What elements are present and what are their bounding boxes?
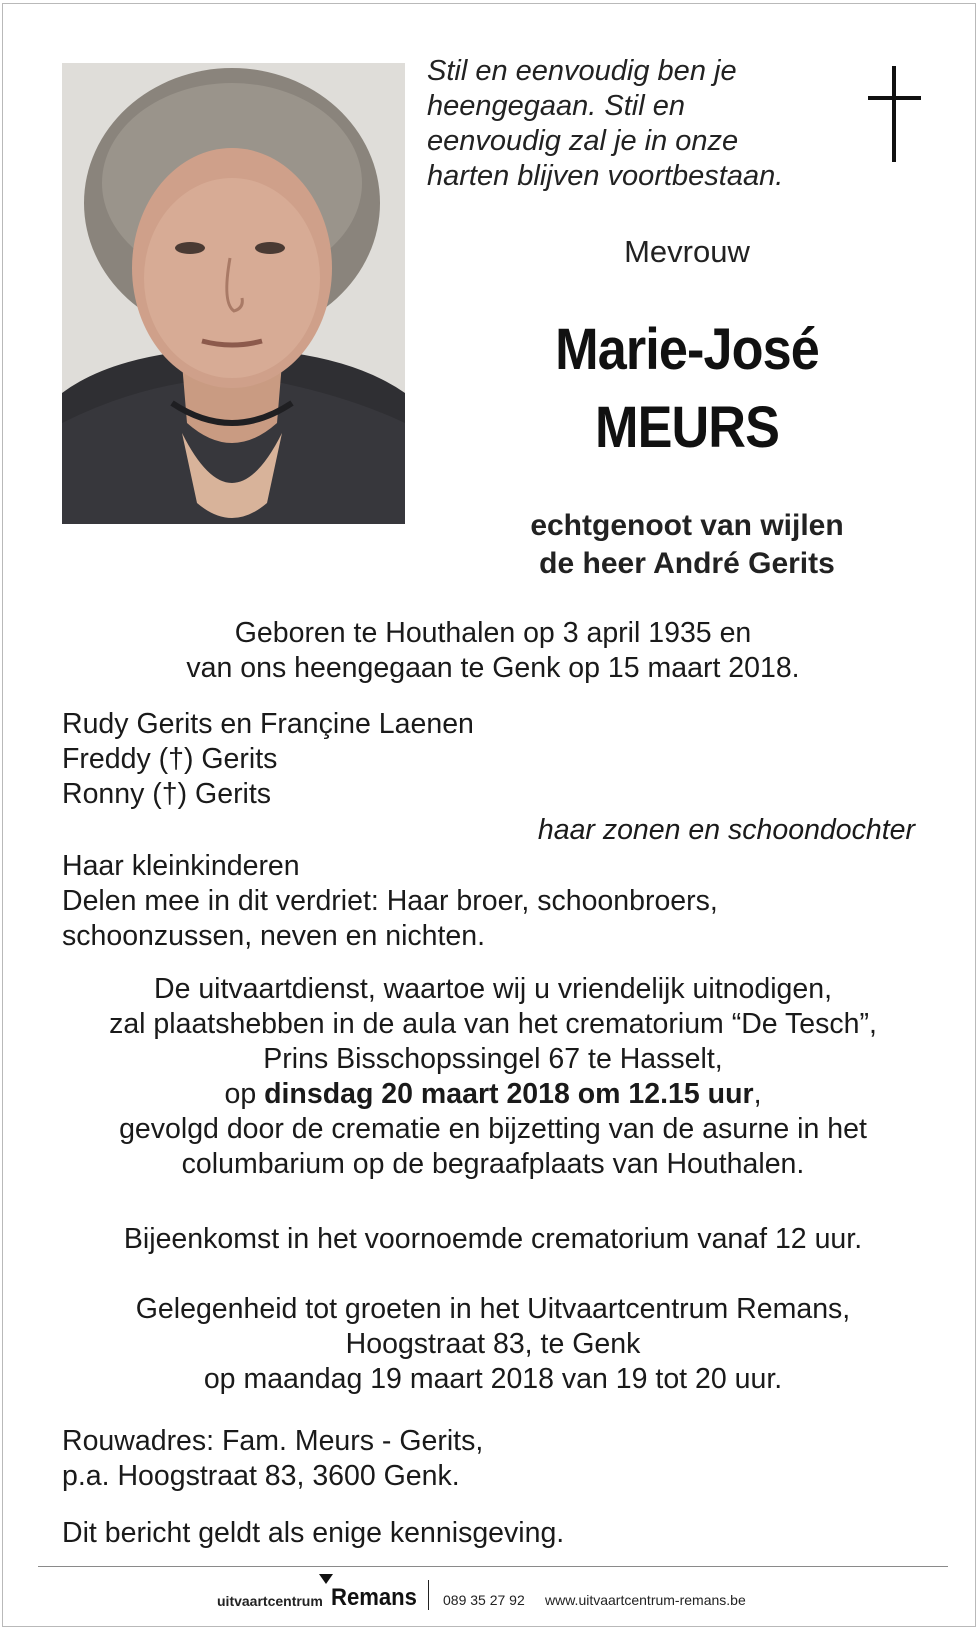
footer-divider — [38, 1566, 948, 1567]
death-line: van ons heengegaan te Genk op 15 maart 2018. — [186, 652, 800, 684]
brand-small-text: uitvaartcentrum — [217, 1593, 323, 1609]
relatives-list — [62, 849, 718, 954]
funeral-service-info — [43, 972, 943, 1182]
address-line: p.a. Hoogstraat 83, 3600 Genk. — [62, 1460, 460, 1492]
service-date-prefix: op — [224, 1078, 265, 1110]
poem — [427, 54, 847, 194]
last-name: MEURS — [594, 395, 780, 460]
children-list — [62, 707, 474, 812]
service-line: gevolgd door de crematie en bijzetting van de asurne in het — [119, 1113, 867, 1145]
spouse-info — [427, 507, 947, 583]
relatives-line: Haar kleinkinderen — [62, 850, 300, 882]
poem-line: Stil en eenvoudig ben je — [427, 55, 737, 87]
poem-line: heengegaan. Stil en — [427, 90, 685, 122]
address-line: Rouwadres: Fam. Meurs - Gerits, — [62, 1425, 484, 1457]
child-line: Ronny (†) Gerits — [62, 778, 272, 810]
triangle-marker-icon — [319, 1574, 333, 1584]
greeting-line: Gelegenheid tot groeten in het Uitvaartcentrum Remans, — [135, 1293, 851, 1325]
honorific: Mevrouw — [624, 234, 750, 269]
gathering-info: Bijeenkomst in het voornoemde crematorium vanaf 12 uur. — [123, 1223, 863, 1255]
first-name: Marie-José — [555, 317, 819, 382]
poem-line: harten blijven voortbestaan. — [427, 160, 784, 192]
service-line: zal plaatshebben in de aula van het crematorium “De Tesch”, — [109, 1008, 877, 1040]
portrait-photo-icon — [62, 63, 405, 524]
spouse-line: de heer André Gerits — [539, 547, 835, 580]
relatives-line: Delen mee in dit verdriet: Haar broer, schoonbroers, — [62, 885, 718, 917]
service-date-suffix: , — [753, 1078, 762, 1110]
birth-death-info — [43, 616, 943, 686]
service-line: columbarium op de begraafplaats van Houthalen. — [181, 1148, 805, 1180]
greeting-info — [43, 1292, 943, 1397]
service-date-line — [43, 1077, 943, 1112]
website-url: www.uitvaartcentrum-remans.be — [545, 1592, 746, 1608]
obituary-card — [2, 3, 976, 1627]
footer-separator — [428, 1580, 429, 1610]
greeting-line: op maandag 19 maart 2018 van 19 tot 20 uur. — [203, 1363, 783, 1395]
child-line: Rudy Gerits en Françine Laenen — [62, 708, 474, 740]
service-date: dinsdag 20 maart 2018 om 12.15 uur — [264, 1078, 754, 1110]
cross-icon — [865, 66, 925, 166]
greeting-line: Hoogstraat 83, te Genk — [345, 1328, 641, 1360]
service-line: De uitvaartdienst, waartoe wij u vriendelijk uitnodigen, — [153, 973, 833, 1005]
phone-number: 089 35 27 92 — [443, 1592, 525, 1608]
spouse-line: echtgenoot van wijlen — [530, 509, 844, 542]
birth-line: Geboren te Houthalen op 3 april 1935 en — [234, 617, 752, 649]
poem-line: eenvoudig zal je in onze — [427, 125, 739, 157]
relatives-line: schoonzussen, neven en nichten. — [62, 920, 486, 952]
children-label: haar zonen en schoondochter — [537, 814, 915, 846]
mourning-address — [62, 1424, 483, 1494]
child-line: Freddy (†) Gerits — [62, 743, 278, 775]
brand-name: Remans — [331, 1584, 417, 1611]
portrait-photo — [62, 63, 405, 524]
notice-text: Dit bericht geldt als enige kennisgeving. — [62, 1517, 565, 1549]
service-line: Prins Bisschopssingel 67 te Hasselt, — [263, 1043, 723, 1075]
